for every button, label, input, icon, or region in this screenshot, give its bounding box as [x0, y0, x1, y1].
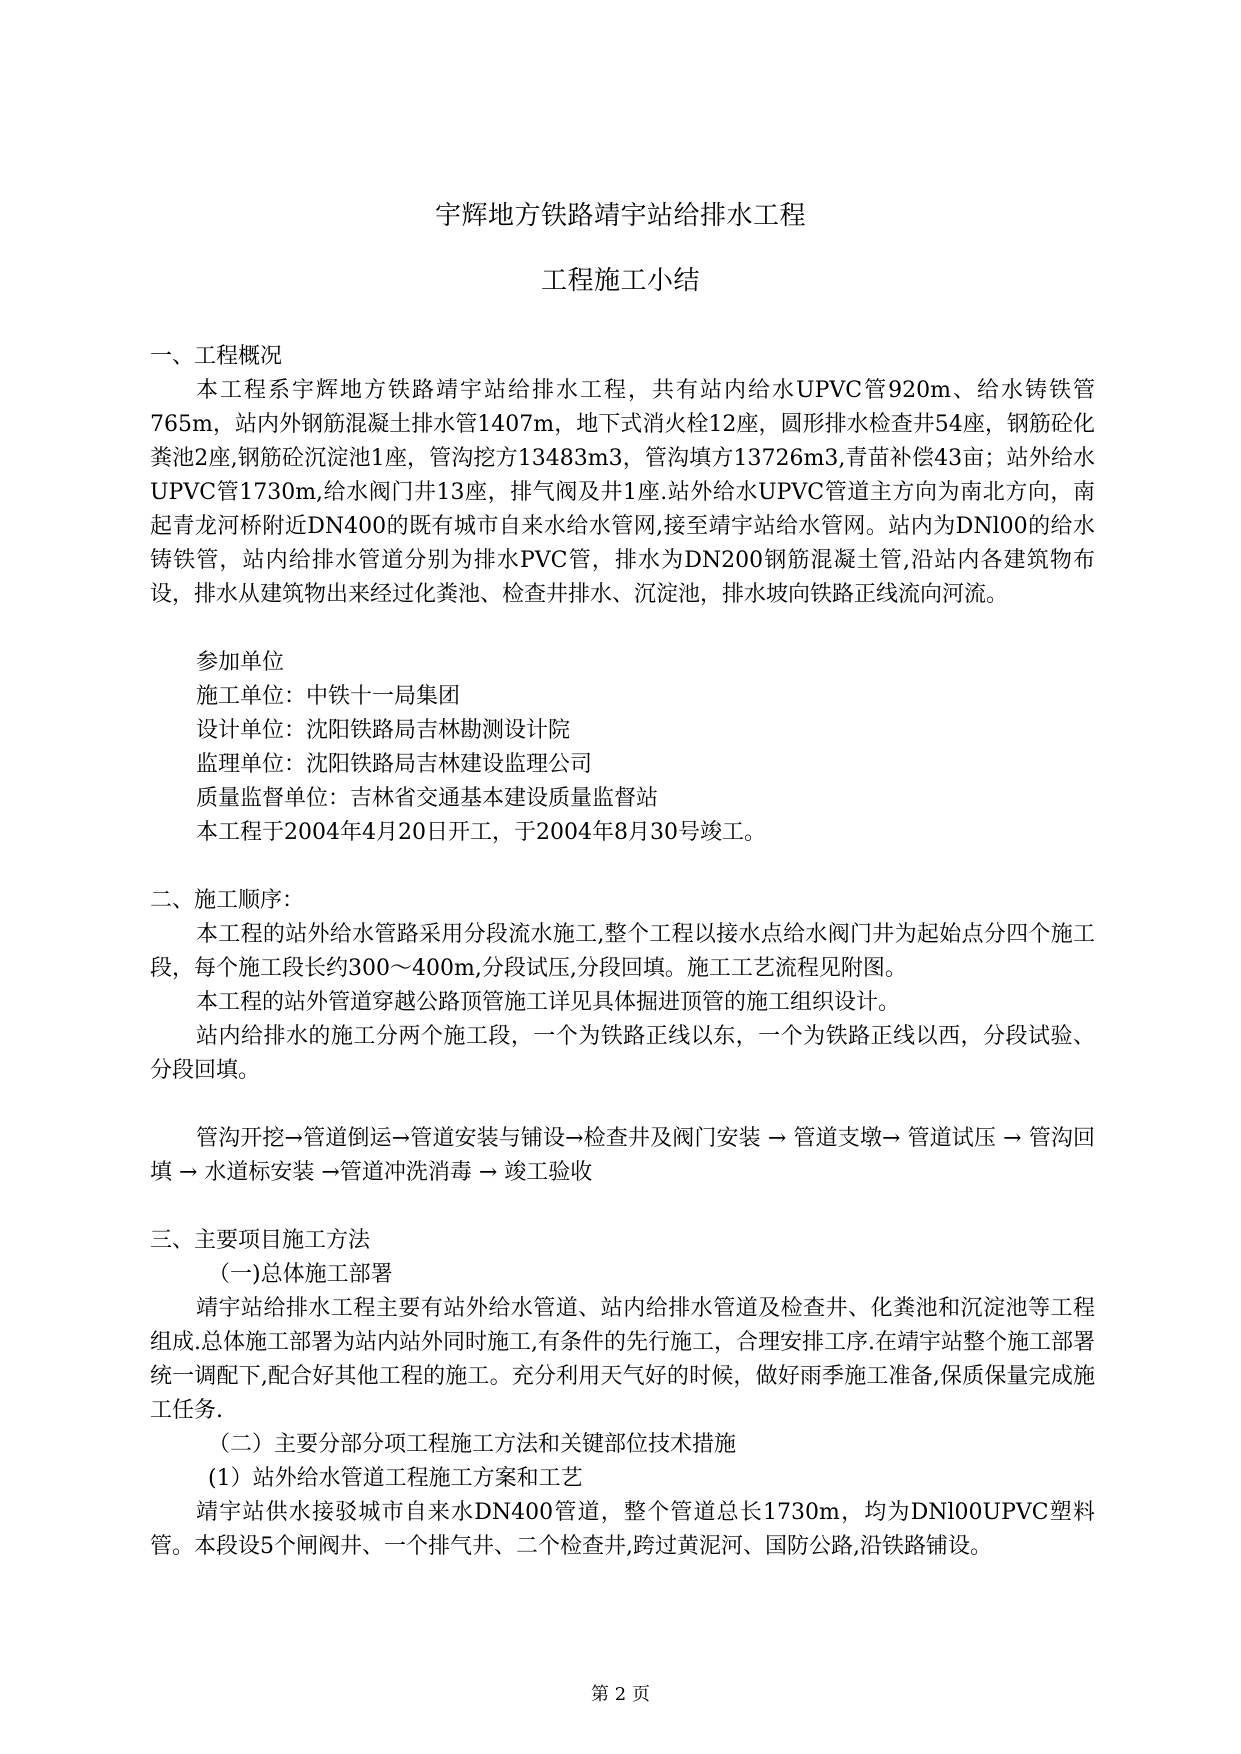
section-1-body: 本工程系宇辉地方铁路靖宇站给排水工程，共有站内给水UPVC管920m、给水铸铁管765m，站内外钢筋混凝土排水管1407m，地下式消火栓12座，圆形排水检查井54座，钢筋砼化粪池2座,钢筋砼沉淀池1座，管沟挖方13483m3，管沟填方13726m3,青苗补偿43亩；站外给水UPVC管1730m,给水阀门井13座，排气阀及井1座.站外给水UPVC管道主方向为南北方向，南起青龙河桥附近DN400的既有城市自来水给水管网,接至靖宇站给水管网。站内为DNl00的给水铸铁管，站内给排水管道分别为排水PVC管，排水为DN200钢筋混凝土管,沿站内各建筑物布设，排水从建筑物出来经过化粪池、检查井排水、沉淀池，排水坡向铁路正线流向河流。	[150, 378, 1095, 607]
units-heading: 参加单位	[196, 650, 285, 675]
spacer	[150, 850, 1095, 884]
section-3-paragraph-2: 靖宇站供水接驳城市自来水DN400管道，整个管道总长1730m，均为DNl00UPVC塑料管。本段设5个闸阀井、一个排气井、二个检查井,跨过黄泥河、国防公路,沿铁路铺设。	[150, 1500, 1095, 1559]
section-3-subheading-3: (1）站外给水管道工程施工方案和工艺	[208, 1466, 583, 1491]
section-2-paragraph-3: 站内给排水的施工分两个施工段，一个为铁路正线以东，一个为铁路正线以西，分段试验、分段回填。	[150, 1024, 1095, 1083]
unit-construction: 施工单位：中铁十一局集团	[196, 684, 461, 709]
process-flow: 管沟开挖→管道倒运→管道安装与铺设→检查井及阀门安装 → 管道支墩→ 管道试压 → 管沟回填 → 水道标安装 →管道冲洗消毒 → 竣工验收	[150, 1126, 1095, 1185]
document-body	[150, 340, 1095, 1564]
unit-design: 设计单位：沈阳铁路局吉林勘测设计院	[196, 718, 571, 743]
section-1-heading: 一、工程概况	[150, 344, 283, 369]
spacer	[150, 1190, 1095, 1224]
document-subtitle: 工程施工小结	[540, 266, 700, 296]
unit-quality: 质量监督单位：吉林省交通基本建设质量监督站	[196, 786, 659, 811]
unit-supervision: 监理单位：沈阳铁路局吉林建设监理公司	[196, 752, 593, 777]
spacer	[150, 1088, 1095, 1122]
section-3-subheading-1: （一)总体施工部署	[208, 1262, 393, 1287]
section-3-subheading-2: （二）主要分部分项工程施工方法和关键部位技术措施	[208, 1432, 737, 1457]
section-2-paragraph-2: 本工程的站外管道穿越公路顶管施工详见具体掘进顶管的施工组织设计。	[196, 990, 901, 1015]
section-3-heading: 三、主要项目施工方法	[150, 1228, 371, 1253]
section-2-heading: 二、施工顺序：	[150, 888, 305, 913]
page-number: 第 2 页	[591, 1684, 650, 1705]
document-title: 宇辉地方铁路靖宇站给排水工程	[434, 201, 806, 231]
section-2-paragraph-1: 本工程的站外给水管路采用分段流水施工,整个工程以接水点给水阀门井为起始点分四个施工段，每个施工段长约300～400m,分段试压,分段回填。施工工艺流程见附图。	[150, 922, 1095, 981]
section-3-paragraph-1: 靖宇站给排水工程主要有站外给水管道、站内给排水管道及检查井、化粪池和沉淀池等工程组成.总体施工部署为站内站外同时施工,有条件的先行施工，合理安排工序.在靖宇站整个施工部署统一调配下,配合好其他工程的施工。充分利用天气好的时候，做好雨季施工准备,保质保量完成施工任务.	[150, 1296, 1095, 1423]
spacer	[150, 612, 1095, 646]
project-dates: 本工程于2004年4月20日开工，于2004年8月30号竣工。	[196, 820, 766, 845]
